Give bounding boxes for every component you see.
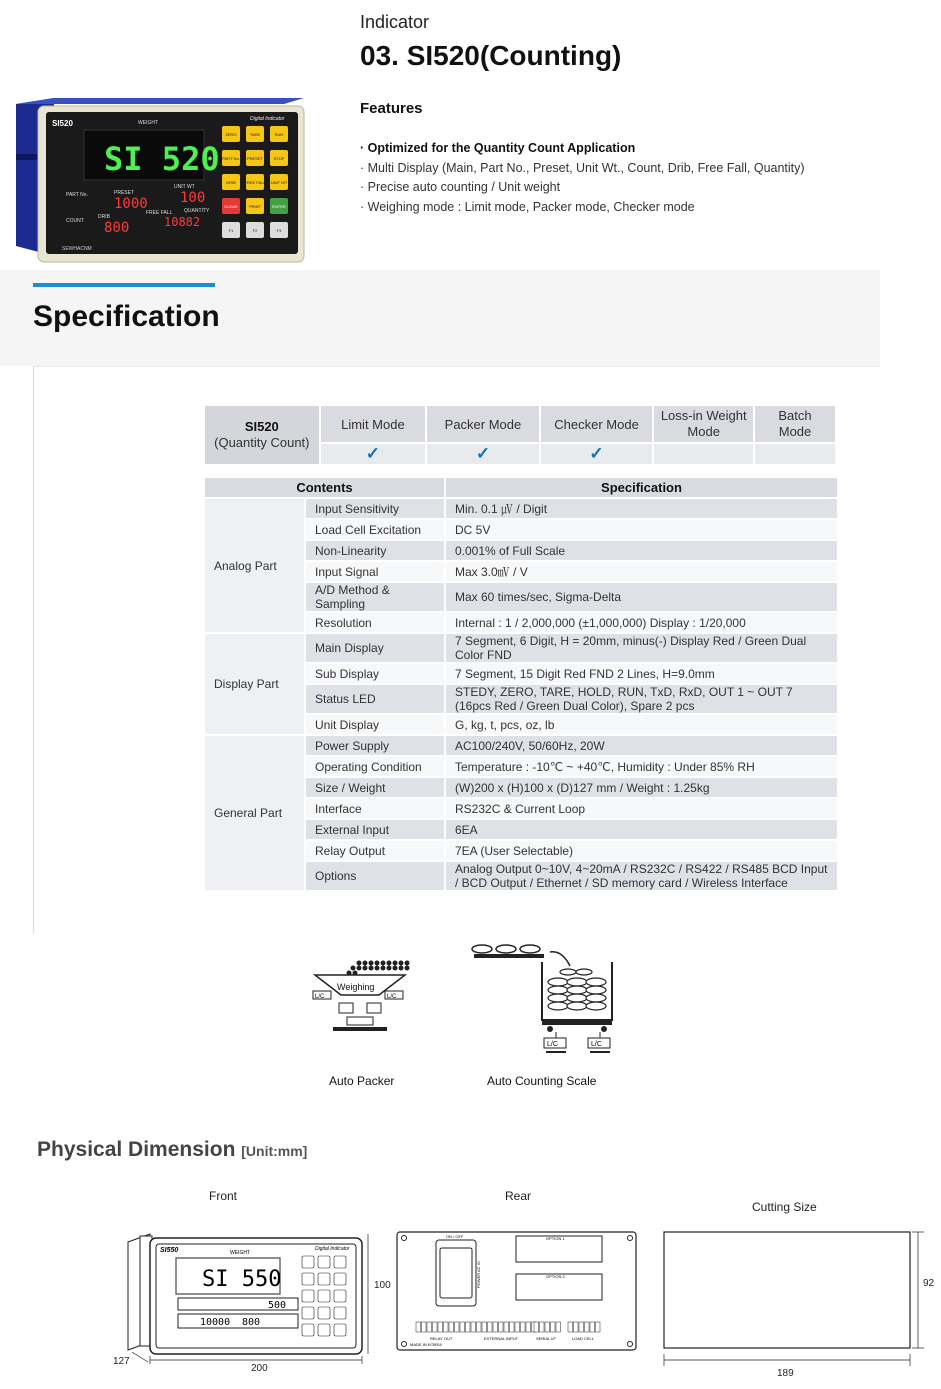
front-model: SI550 [160, 1247, 179, 1254]
front-key [334, 1324, 346, 1336]
rear-terminal [488, 1322, 493, 1332]
spec-item: Input Sensitivity [305, 498, 445, 519]
photo-caption: Digital Indicator [250, 116, 285, 122]
mode-check: ✓ [320, 443, 427, 465]
photo-preset-value: 1000 [114, 196, 148, 212]
mode-check [653, 443, 754, 465]
front-key [302, 1324, 314, 1336]
front-depth-dim: 127 [113, 1356, 130, 1367]
rear-power-label: POWER AC IN [476, 1261, 481, 1288]
photo-count-label: COUNT [66, 218, 84, 224]
rear-terminal [568, 1322, 573, 1332]
photo-preset-label: PRESET [114, 190, 135, 196]
front-weight-label: WEIGHT [230, 1250, 250, 1256]
mode-header: Limit Mode [320, 405, 427, 443]
spec-value: Temperature : -10℃ ~ +40℃, Humidity : Under 85% RH [445, 756, 838, 777]
rear-terminal-blocks [416, 1322, 600, 1332]
spec-item: Operating Condition [305, 756, 445, 777]
photo-key-label: RUN [274, 132, 284, 137]
spec-item: Main Display [305, 633, 445, 663]
auto-counting-label: Auto Counting Scale [487, 1074, 597, 1088]
rear-view-drawing [396, 1228, 638, 1352]
front-view-label: Front [209, 1189, 238, 1203]
front-key [302, 1256, 314, 1268]
photo-count-value: 800 [104, 220, 130, 236]
rear-terminal [521, 1322, 526, 1332]
spec-value: 7 Segment, 6 Digit, H = 20mm, minus(-) Display Red / Green Dual Color FND [445, 633, 838, 663]
product-title: 03. SI520(Counting) [360, 40, 622, 71]
rear-option2: OPTION 2 [546, 1274, 565, 1279]
front-sub-a: 500 [268, 1300, 287, 1311]
rear-terminal [504, 1322, 509, 1332]
rear-terminal [579, 1322, 584, 1332]
photo-key-label: F2 [252, 228, 258, 233]
spec-item: Options [305, 861, 445, 891]
spec-item: Interface [305, 798, 445, 819]
rear-terminal [493, 1322, 498, 1332]
front-key [318, 1290, 330, 1302]
rear-terminal [590, 1322, 595, 1332]
rear-terminal [545, 1322, 550, 1332]
auto-counting-scale-diagram [470, 942, 615, 1057]
photo-weight-label: WEIGHT [138, 120, 158, 126]
spec-item: Status LED [305, 684, 445, 714]
spec-item: Input Signal [305, 561, 445, 582]
cut-width-dim: 189 [777, 1368, 794, 1379]
rear-terminal [477, 1322, 482, 1332]
spec-item: Sub Display [305, 663, 445, 684]
photo-key-label: F1 [228, 228, 234, 233]
spec-value: Min. 0.1 ㎶ / Digit [445, 498, 838, 519]
photo-brand: SEWHACNM [62, 246, 92, 252]
photo-quantity-label: QUANTITY [184, 208, 210, 214]
photo-part-label: PART No. [66, 192, 88, 198]
photo-model: SI520 [52, 119, 73, 128]
front-key [334, 1290, 346, 1302]
rear-terminal [449, 1322, 454, 1332]
spec-group-name: Analog Part [204, 498, 305, 633]
features-title: Features [360, 100, 423, 117]
rear-terminal [551, 1322, 556, 1332]
rear-terminal [499, 1322, 504, 1332]
spec-row [204, 735, 838, 756]
spec-group-name: Display Part [204, 633, 305, 735]
cut-height-dim: 92 [923, 1278, 935, 1289]
dimension-title: Physical Dimension [37, 1138, 236, 1161]
mode-check: ✓ [426, 443, 540, 465]
rear-terminal [455, 1322, 460, 1332]
spec-value: AC100/240V, 50/60Hz, 20W [445, 735, 838, 756]
counting-lc-right: L/C [591, 1041, 602, 1048]
mode-header: Packer Mode [426, 405, 540, 443]
mode-table [203, 404, 837, 466]
specification-accent-bar [33, 283, 215, 287]
photo-key-label: ZERO [225, 132, 237, 137]
rear-terminal [574, 1322, 579, 1332]
spec-item: Power Supply [305, 735, 445, 756]
front-key [318, 1256, 330, 1268]
photo-key-label: UNIT WT [270, 180, 288, 185]
feature-item: · Optimized for the Quantity Count Application [360, 141, 636, 155]
spec-value: G, kg, t, pcs, oz, lb [445, 714, 838, 735]
spec-row [204, 633, 838, 663]
specification-table [203, 476, 839, 892]
rear-terminal [596, 1322, 601, 1332]
rear-terminal [482, 1322, 487, 1332]
spec-value: Max 60 times/sec, Sigma-Delta [445, 582, 838, 612]
rear-terminal [556, 1322, 561, 1332]
spec-group-name: General Part [204, 735, 305, 891]
photo-unitwt-value: 100 [180, 190, 206, 206]
rear-terminal [510, 1322, 515, 1332]
spec-value: Internal : 1 / 2,000,000 (±1,000,000) Display : 1/20,000 [445, 612, 838, 633]
rear-ext-label: EXTERNAL INPUT [484, 1336, 519, 1341]
specification-heading: Specification [33, 300, 220, 333]
spec-value: Max 3.0㎷ / V [445, 561, 838, 582]
model-cell [204, 405, 320, 465]
spec-item: A/D Method & Sampling [305, 582, 445, 612]
packer-inner-label: Weighing [337, 982, 375, 992]
rear-terminal [416, 1322, 421, 1332]
photo-key-label: DRIB [226, 180, 236, 185]
mode-header: Batch Mode [754, 405, 836, 443]
mode-check: ✓ [540, 443, 654, 465]
photo-key-label: F3 [276, 228, 282, 233]
front-key [318, 1324, 330, 1336]
rear-terminal [438, 1322, 443, 1332]
photo-key-label: TARE [249, 132, 261, 137]
rear-terminal [466, 1322, 471, 1332]
spec-item: Unit Display [305, 714, 445, 735]
front-sub-b: 800 [242, 1317, 261, 1328]
photo-unitwt-label: UNIT WT [174, 184, 195, 190]
rear-terminal [460, 1322, 465, 1332]
front-width-dim: 200 [251, 1363, 268, 1374]
feature-item: · Weighing mode : Limit mode, Packer mode, Checker mode [360, 199, 695, 214]
feature-list [360, 139, 805, 217]
feature-item: · Multi Display (Main, Part No., Preset, Unit Wt., Count, Drib, Free Fall, Quantity) [360, 160, 805, 175]
model-sub: (Quantity Count) [214, 435, 310, 450]
rear-terminal [526, 1322, 531, 1332]
mode-header: Checker Mode [540, 405, 654, 443]
spec-value: Analog Output 0~10V, 4~20mA / RS232C / RS422 / RS485 BCD Input / BCD Output / Ethernet / SD memory card / Wireless Interface [445, 861, 838, 891]
front-key [318, 1273, 330, 1285]
indicator-product-photo [14, 96, 306, 264]
photo-quantity-value: 10882 [164, 215, 201, 229]
packer-lc-right: L/C [387, 994, 397, 1000]
photo-key-label: PART No. [222, 156, 240, 161]
spec-row [204, 498, 838, 519]
rear-terminal [422, 1322, 427, 1332]
rear-view-label: Rear [505, 1189, 532, 1203]
physical-dimension-heading [37, 1138, 307, 1162]
spec-value: 7 Segment, 15 Digit Red FND 2 Lines, H=9.0mm [445, 663, 838, 684]
contents-column-header: Contents [204, 477, 445, 498]
spec-value: (W)200 x (H)100 x (D)127 mm / Weight : 1.25kg [445, 777, 838, 798]
rear-made-in: MADE IN KOREA [410, 1342, 442, 1347]
photo-drib-label: DRIB [98, 214, 110, 220]
spec-item: External Input [305, 819, 445, 840]
spec-item: Relay Output [305, 840, 445, 861]
rear-option1: OPTION 1 [546, 1236, 565, 1241]
auto-packer-diagram [305, 955, 415, 1035]
dimension-unit: [Unit:mm] [241, 1143, 308, 1159]
front-key [334, 1256, 346, 1268]
rear-terminal [471, 1322, 476, 1332]
front-key [334, 1273, 346, 1285]
photo-key-label: CLEAR [224, 204, 238, 209]
rear-terminal [444, 1322, 449, 1332]
spec-value: STEDY, ZERO, TARE, HOLD, RUN, TxD, RxD, OUT 1 ~ OUT 7 (16pcs Red / Green Dual Color), Spare 2 pcs [445, 684, 838, 714]
photo-freefall-label: FREE FALL [146, 210, 173, 216]
cutting-size-label: Cutting Size [752, 1200, 817, 1214]
rear-terminal [534, 1322, 539, 1332]
category-label: Indicator [360, 12, 430, 32]
rear-terminal [427, 1322, 432, 1332]
front-key [302, 1273, 314, 1285]
rear-serial-label: SERIAL I/F [536, 1336, 556, 1341]
spec-value: RS232C & Current Loop [445, 798, 838, 819]
photo-main-display: SI 520 [104, 140, 220, 178]
photo-key-label: PRESET [246, 156, 264, 161]
photo-key-label: PRINT [249, 204, 261, 209]
mode-check [754, 443, 836, 465]
spec-column-header: Specification [445, 477, 838, 498]
spec-item: Size / Weight [305, 777, 445, 798]
front-key [334, 1307, 346, 1319]
rear-terminal [515, 1322, 520, 1332]
rear-relay-label: RELAY OUT [430, 1336, 453, 1341]
front-caption: Digital Indicator [315, 1246, 350, 1252]
photo-key-label: FREE FALL [244, 180, 266, 185]
spec-value: DC 5V [445, 519, 838, 540]
spec-value: 7EA (User Selectable) [445, 840, 838, 861]
front-sub-c: 10000 [200, 1317, 231, 1328]
model-name: SI520 [244, 419, 279, 434]
spec-item: Load Cell Excitation [305, 519, 445, 540]
spec-value: 6EA [445, 819, 838, 840]
front-main-display: SI 550 [202, 1267, 282, 1292]
rear-load-label: LOAD CELL [572, 1336, 595, 1341]
rear-terminal [433, 1322, 438, 1332]
front-view-drawing [110, 1228, 370, 1378]
rear-power-switch: ON / OFF [446, 1234, 464, 1239]
front-key [302, 1290, 314, 1302]
spec-item: Non-Linearity [305, 540, 445, 561]
packer-lc-left: L/C [315, 994, 325, 1000]
mode-header: Loss-in Weight Mode [653, 405, 754, 443]
feature-item: · Precise auto counting / Unit weight [360, 180, 561, 194]
rear-terminal [585, 1322, 590, 1332]
photo-key-label: STOP [273, 156, 285, 161]
front-key [318, 1307, 330, 1319]
auto-packer-label: Auto Packer [329, 1074, 395, 1088]
front-key [302, 1307, 314, 1319]
front-keypad [302, 1256, 346, 1336]
spec-item: Resolution [305, 612, 445, 633]
photo-key-label: ENTER [272, 204, 286, 209]
spec-value: 0.001% of Full Scale [445, 540, 838, 561]
rear-terminal [540, 1322, 545, 1332]
cutting-size-drawing [660, 1226, 941, 1366]
counting-lc-left: L/C [547, 1041, 558, 1048]
front-height-dim: 100 [374, 1280, 391, 1291]
